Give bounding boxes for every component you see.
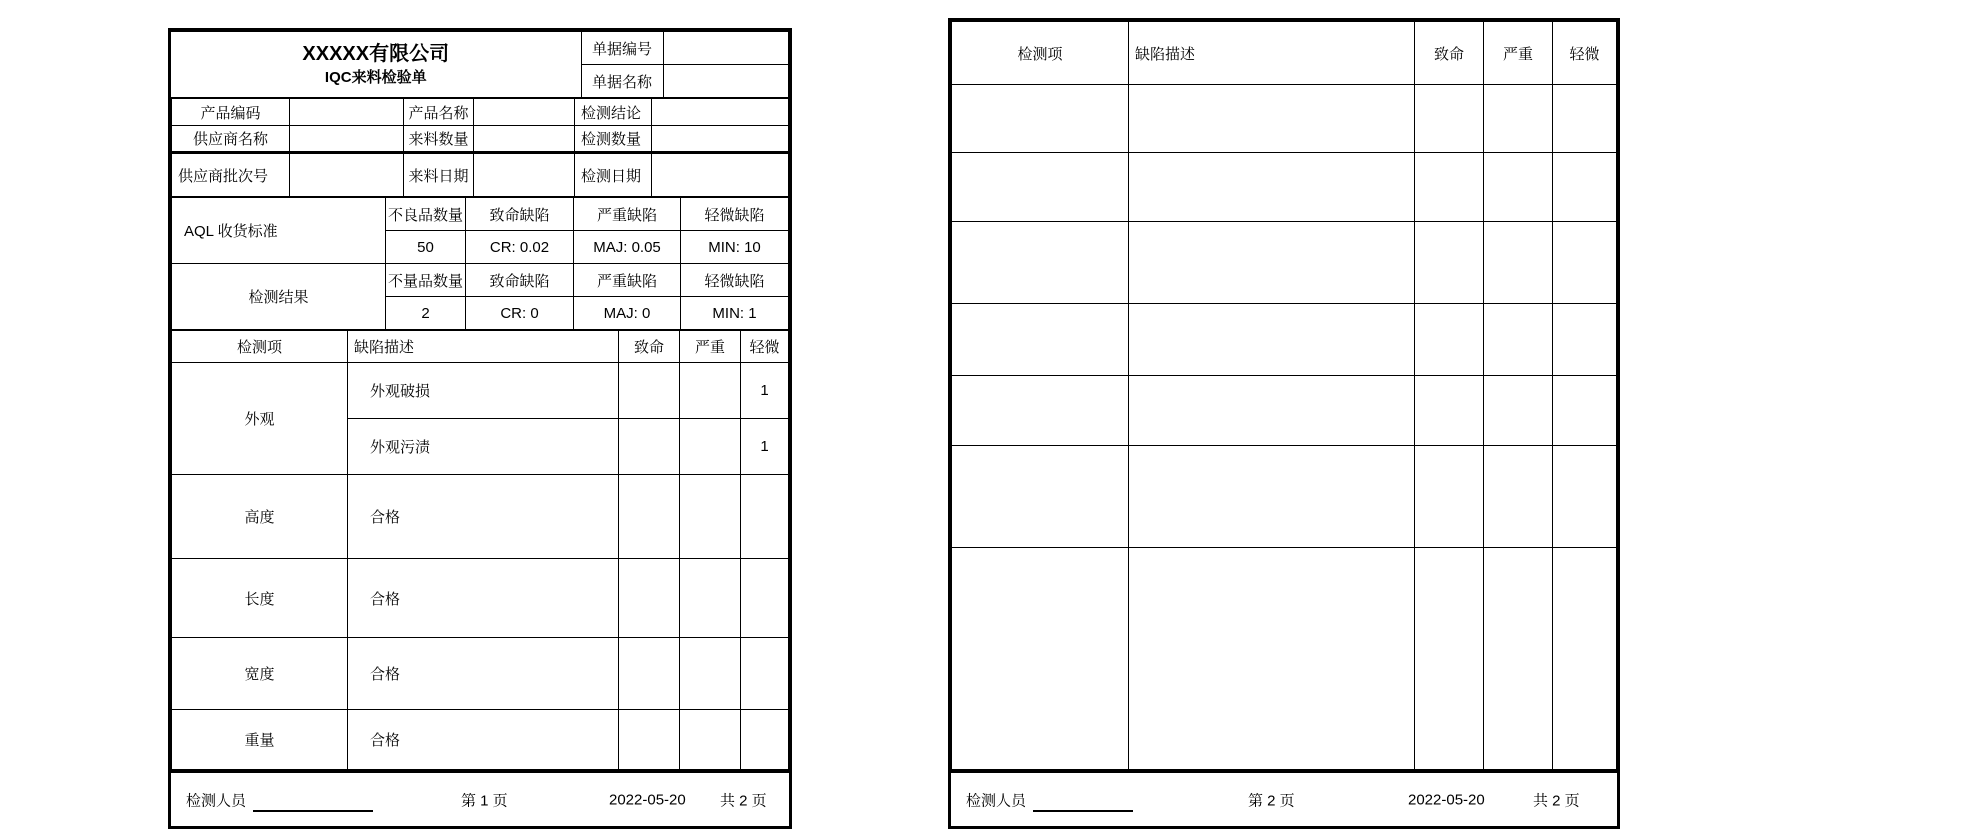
incoming-date-value bbox=[474, 153, 575, 197]
empty-cell bbox=[1553, 304, 1617, 376]
empty-cell bbox=[1553, 85, 1617, 153]
form-title: IQC来料检验单 bbox=[324, 69, 427, 86]
result-major-value: MAJ: 0 bbox=[574, 297, 681, 330]
supplier-name-value bbox=[290, 126, 404, 153]
detail-row-weight bbox=[172, 710, 789, 770]
empty-cell bbox=[1553, 222, 1617, 304]
empty-cell bbox=[1415, 153, 1484, 222]
empty-detail-row bbox=[952, 548, 1617, 770]
aql-standard-label: AQL 收货标准 bbox=[172, 198, 386, 264]
empty-cell bbox=[1129, 153, 1415, 222]
incoming-date-label: 来料日期 bbox=[404, 153, 474, 197]
minor-count bbox=[741, 638, 789, 710]
empty-cell bbox=[952, 548, 1129, 770]
empty-cell bbox=[952, 85, 1129, 153]
major-count bbox=[680, 363, 741, 419]
page1-aql-table bbox=[171, 197, 789, 330]
col-header-critical: 致命 bbox=[619, 331, 680, 363]
aql-defect-qty-value: 50 bbox=[386, 231, 466, 264]
col-header-major: 严重 bbox=[680, 331, 741, 363]
empty-cell bbox=[952, 153, 1129, 222]
critical-count bbox=[619, 363, 680, 419]
inspector-label: 检测人员 bbox=[966, 792, 1027, 809]
empty-cell bbox=[1484, 548, 1553, 770]
company-name: XXXXX有限公司 bbox=[302, 43, 450, 65]
critical-count bbox=[619, 559, 680, 638]
page1-footer bbox=[171, 770, 789, 826]
result-header-row bbox=[172, 264, 789, 297]
empty-detail-row bbox=[952, 85, 1617, 153]
supplier-batch-label: 供应商批次号 bbox=[172, 153, 290, 197]
page-number: 第 2 页 bbox=[1248, 792, 1295, 809]
print-date: 2022-05-20 bbox=[1408, 791, 1485, 808]
empty-cell bbox=[1415, 548, 1484, 770]
empty-cell bbox=[1484, 376, 1553, 446]
result-defect-qty-label: 不量品数量 bbox=[386, 264, 466, 297]
inspect-conclusion-value bbox=[652, 99, 789, 126]
empty-cell bbox=[1415, 446, 1484, 548]
minor-count bbox=[741, 559, 789, 638]
col-header-major: 严重 bbox=[1484, 22, 1553, 85]
col-header-critical: 致命 bbox=[1415, 22, 1484, 85]
col-header-minor: 轻微 bbox=[1553, 22, 1617, 85]
detail-row-length bbox=[172, 559, 789, 638]
page-number: 第 1 页 bbox=[461, 792, 508, 809]
page1-detail-table bbox=[171, 330, 789, 770]
major-count bbox=[680, 419, 741, 475]
total-pages: 共 2 页 bbox=[720, 792, 767, 809]
item-weight: 重量 bbox=[172, 710, 348, 770]
inspect-date-label: 检测日期 bbox=[575, 153, 652, 197]
empty-detail-row bbox=[952, 446, 1617, 548]
result-major-label: 严重缺陷 bbox=[574, 264, 681, 297]
empty-cell bbox=[1129, 548, 1415, 770]
critical-count bbox=[619, 710, 680, 770]
critical-count bbox=[619, 475, 680, 559]
detail-header-row bbox=[172, 331, 789, 363]
doc-no-value bbox=[663, 32, 789, 65]
empty-cell bbox=[1415, 376, 1484, 446]
col-header-item: 检测项 bbox=[952, 22, 1129, 85]
inspector-label: 检测人员 bbox=[186, 792, 247, 809]
minor-count bbox=[741, 475, 789, 559]
empty-detail-row bbox=[952, 304, 1617, 376]
item-height: 高度 bbox=[172, 475, 348, 559]
aql-critical-label: 致命缺陷 bbox=[466, 198, 574, 231]
detail-row-height bbox=[172, 475, 789, 559]
empty-cell bbox=[1129, 376, 1415, 446]
empty-cell bbox=[1415, 85, 1484, 153]
major-count bbox=[680, 638, 741, 710]
empty-cell bbox=[952, 304, 1129, 376]
inspector-signature-line bbox=[253, 794, 373, 812]
empty-cell bbox=[1484, 304, 1553, 376]
empty-cell bbox=[1553, 376, 1617, 446]
defect-desc: 合格 bbox=[348, 559, 619, 638]
detail-header-row bbox=[952, 22, 1617, 85]
empty-cell bbox=[1484, 222, 1553, 304]
detail-row-appearance-1 bbox=[172, 363, 789, 419]
empty-detail-row bbox=[952, 222, 1617, 304]
empty-detail-row bbox=[952, 376, 1617, 446]
product-name-label: 产品名称 bbox=[404, 99, 474, 126]
item-length: 长度 bbox=[172, 559, 348, 638]
minor-count: 1 bbox=[741, 363, 789, 419]
empty-cell bbox=[1129, 85, 1415, 153]
aql-header-row bbox=[172, 198, 789, 231]
aql-minor-label: 轻微缺陷 bbox=[681, 198, 789, 231]
empty-cell bbox=[1129, 304, 1415, 376]
defect-desc: 外观破损 bbox=[348, 363, 619, 419]
aql-minor-value: MIN: 10 bbox=[681, 231, 789, 264]
page1-title-block bbox=[171, 31, 789, 98]
inspect-qty-label: 检测数量 bbox=[575, 126, 652, 153]
page-1 bbox=[168, 28, 792, 829]
empty-cell bbox=[1129, 222, 1415, 304]
item-width: 宽度 bbox=[172, 638, 348, 710]
inspect-date-value bbox=[652, 153, 789, 197]
empty-cell bbox=[1553, 446, 1617, 548]
empty-cell bbox=[1129, 446, 1415, 548]
inspector-signature-line bbox=[1033, 794, 1133, 812]
empty-cell bbox=[1553, 153, 1617, 222]
aql-major-value: MAJ: 0.05 bbox=[574, 231, 681, 264]
empty-cell bbox=[952, 446, 1129, 548]
page2-footer bbox=[951, 770, 1617, 826]
defect-desc: 合格 bbox=[348, 710, 619, 770]
result-critical-label: 致命缺陷 bbox=[466, 264, 574, 297]
info-row-supplier bbox=[172, 126, 789, 153]
empty-cell bbox=[1484, 153, 1553, 222]
col-header-minor: 轻微 bbox=[741, 331, 789, 363]
defect-desc: 合格 bbox=[348, 475, 619, 559]
title-cell bbox=[171, 32, 581, 98]
aql-critical-value: CR: 0.02 bbox=[466, 231, 574, 264]
defect-desc: 合格 bbox=[348, 638, 619, 710]
print-date: 2022-05-20 bbox=[609, 791, 686, 808]
page-2 bbox=[948, 18, 1620, 829]
doc-name-label: 单据名称 bbox=[581, 65, 663, 98]
incoming-qty-value bbox=[474, 126, 575, 153]
result-minor-value: MIN: 1 bbox=[681, 297, 789, 330]
page1-info-table bbox=[171, 98, 789, 197]
doc-no-label: 单据编号 bbox=[581, 32, 663, 65]
product-code-label: 产品编码 bbox=[172, 99, 290, 126]
empty-cell bbox=[1553, 548, 1617, 770]
product-code-value bbox=[290, 99, 404, 126]
col-header-desc: 缺陷描述 bbox=[348, 331, 619, 363]
result-critical-value: CR: 0 bbox=[466, 297, 574, 330]
major-count bbox=[680, 475, 741, 559]
product-name-value bbox=[474, 99, 575, 126]
minor-count: 1 bbox=[741, 419, 789, 475]
empty-cell bbox=[952, 376, 1129, 446]
total-pages: 共 2 页 bbox=[1533, 792, 1580, 809]
major-count bbox=[680, 710, 741, 770]
result-label: 检测结果 bbox=[172, 264, 386, 330]
inspect-conclusion-label: 检测结论 bbox=[575, 99, 652, 126]
critical-count bbox=[619, 419, 680, 475]
col-header-item: 检测项 bbox=[172, 331, 348, 363]
info-row-batch bbox=[172, 153, 789, 197]
detail-row-width bbox=[172, 638, 789, 710]
incoming-qty-label: 来料数量 bbox=[404, 126, 474, 153]
supplier-name-label: 供应商名称 bbox=[172, 126, 290, 153]
empty-cell bbox=[1415, 222, 1484, 304]
major-count bbox=[680, 559, 741, 638]
col-header-desc: 缺陷描述 bbox=[1129, 22, 1415, 85]
inspect-qty-value bbox=[652, 126, 789, 153]
info-row-product bbox=[172, 99, 789, 126]
supplier-batch-value bbox=[290, 153, 404, 197]
empty-cell bbox=[1484, 446, 1553, 548]
item-appearance: 外观 bbox=[172, 363, 348, 475]
doc-name-value bbox=[663, 65, 789, 98]
empty-detail-row bbox=[952, 153, 1617, 222]
empty-cell bbox=[1484, 85, 1553, 153]
minor-count bbox=[741, 710, 789, 770]
critical-count bbox=[619, 638, 680, 710]
aql-defect-qty-label: 不良品数量 bbox=[386, 198, 466, 231]
result-minor-label: 轻微缺陷 bbox=[681, 264, 789, 297]
defect-desc: 外观污渍 bbox=[348, 419, 619, 475]
aql-major-label: 严重缺陷 bbox=[574, 198, 681, 231]
page2-detail-table bbox=[951, 21, 1617, 770]
empty-cell bbox=[952, 222, 1129, 304]
empty-cell bbox=[1415, 304, 1484, 376]
result-defect-qty-value: 2 bbox=[386, 297, 466, 330]
